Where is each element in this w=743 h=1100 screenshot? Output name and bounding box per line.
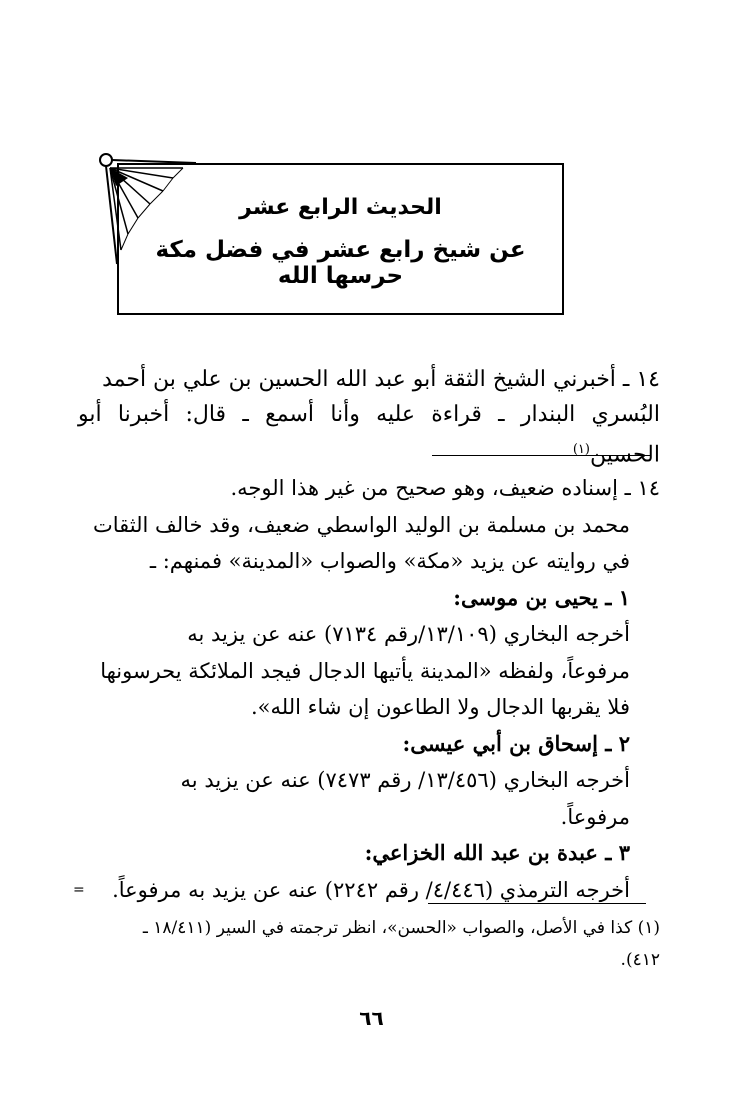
narrator-3-title: ٣ ـ عبدة بن عبد الله الخزاعي: bbox=[364, 840, 630, 865]
hadith-line-2 bbox=[78, 397, 660, 472]
narrator-1-text: مرفوعاً، ولفظه «المدينة يأتيها الدجال فيجد الملائكة يحرسونها bbox=[100, 658, 630, 683]
chapter-subtitle: عن شيخ رابع عشر في فضل مكة حرسها الله bbox=[155, 237, 526, 289]
note-line: في روايته عن يزيد «مكة» والصواب «المدينة» فمنهم: ـ bbox=[149, 549, 630, 573]
hadith-line-2-text: البُسري البندار ـ قراءة عليه وأنا أسمع ـ قال: أخبرنا أبو الحسين bbox=[78, 402, 660, 468]
footnote-line-1: (١) كذا في الأصل، والصواب «الحسن»، انظر ترجمته في السير (١٨/٤١١ ـ bbox=[142, 918, 660, 938]
narrator-1-text: أخرجه البخاري (١٣/١٠٩/رقم ٧١٣٤) عنه عن يزيد به bbox=[187, 622, 630, 646]
narrator-1-text: فلا يقربها الدجال ولا الطاعون إن شاء الله». bbox=[250, 695, 630, 719]
footnote bbox=[78, 912, 660, 976]
note-line: محمد بن مسلمة بن الوليد الواسطي ضعيف، وقد خالف الثقات bbox=[92, 512, 630, 537]
narrator-1-title: ١ ـ يحيى بن موسى: bbox=[453, 584, 630, 610]
narrator-2-text: مرفوعاً. bbox=[560, 804, 630, 829]
narrator-2-title: ٢ ـ إسحاق بن أبي عيسى: bbox=[402, 730, 630, 756]
footnote-line-2: ٤١٢). bbox=[620, 950, 660, 970]
page-number: ٦٦ bbox=[359, 1006, 384, 1030]
continuation-mark: = bbox=[73, 882, 85, 898]
narrator-3-text: أخرجه الترمذي (٤/٤٤٦/ رقم ٢٢٤٢) عنه عن يزيد به مرفوعاً. bbox=[112, 877, 630, 902]
narrator-2-text: أخرجه البخاري (١٣/٤٥٦/ رقم ٧٤٧٣) عنه عن يزيد به bbox=[180, 768, 630, 792]
footnote-reference: (١) bbox=[572, 442, 590, 457]
hadith-line-1: ١٤ ـ أخبرني الشيخ الثقة أبو عبد الله الحسين بن علي بن أحمد bbox=[102, 367, 660, 392]
note-heading: ١٤ ـ إسناده ضعيف، وهو صحيح من غير هذا الوجه. bbox=[230, 476, 660, 500]
notes-divider bbox=[432, 455, 650, 456]
title-frame bbox=[117, 163, 564, 315]
footnote-divider bbox=[428, 903, 646, 904]
chapter-title: الحديث الرابع عشر bbox=[239, 195, 442, 220]
commentary-notes bbox=[78, 470, 660, 908]
